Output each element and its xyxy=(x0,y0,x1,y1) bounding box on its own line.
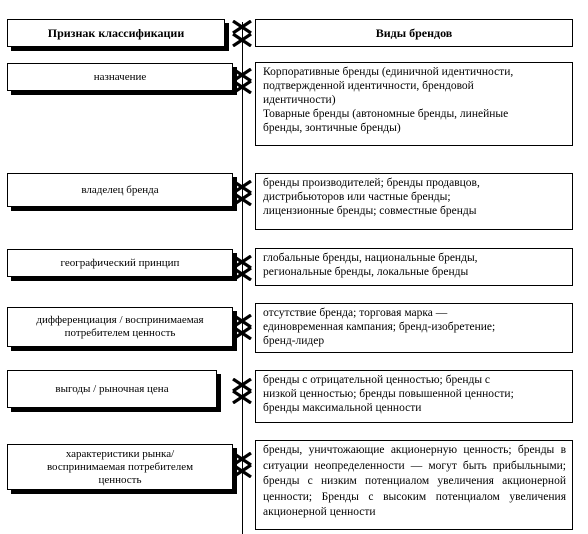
types-line: единовременная кампания; бренд-изобретение; xyxy=(263,321,496,333)
criterion-label: назначение xyxy=(93,70,147,83)
cross-connector-icon xyxy=(231,80,253,94)
types-line: бренд-лидер xyxy=(263,335,325,347)
cross-connector-icon xyxy=(231,192,253,206)
criterion-box-geography xyxy=(7,249,233,277)
types-line: глобальные бренды, национальные бренды, xyxy=(263,252,478,264)
criterion-box-market xyxy=(7,444,233,490)
types-line: бренды с отрицательной ценностью; бренды с xyxy=(263,374,491,386)
cross-connector-icon xyxy=(231,326,253,340)
criterion-label: владелец бренда xyxy=(81,183,159,196)
types-box-geography xyxy=(255,248,573,286)
types-line: Корпоративные бренды (единичной идентичности, xyxy=(263,66,514,78)
types-line: идентичности) xyxy=(263,94,336,106)
cross-connector-icon xyxy=(231,20,253,34)
types-line: бренды, зонтичные бренды) xyxy=(263,122,401,134)
criterion-label: характеристики рынка/ воспринимаемая потребителем ценность xyxy=(46,447,194,486)
types-line: Товарные бренды (автономные бренды, линейные xyxy=(263,108,509,120)
header-criterion-box xyxy=(7,19,225,47)
cross-connector-icon xyxy=(231,464,253,478)
types-box-market xyxy=(255,440,573,530)
types-line: бренды производителей; бренды продавцов, xyxy=(263,177,480,189)
criterion-box-differentiation xyxy=(7,307,233,347)
criterion-box-purpose xyxy=(7,63,233,91)
types-paragraph: бренды, уничтожающие акционерную ценность; бренды в ситуации неопределенности — могут быть прибыльными; бренды с низким потенциалом увеличения акционерной ценности; Бренды с высоким потенциалом увеличения акционерной ценности xyxy=(263,444,566,518)
types-line: бренды максимальной ценности xyxy=(263,402,422,414)
types-line: отсутствие бренда; торговая марка — xyxy=(263,307,448,319)
header-types-label: Виды брендов xyxy=(375,25,453,40)
types-line: дистрибьюторов или частные бренды; xyxy=(263,191,451,203)
types-box-owner xyxy=(255,173,573,230)
header-types-box xyxy=(255,19,573,47)
cross-connector-icon xyxy=(231,33,253,47)
types-line: низкой ценностью; бренды повышенной ценности; xyxy=(263,388,514,400)
types-line: подтвержденной идентичности, брендовой xyxy=(263,80,474,92)
cross-connector-icon xyxy=(231,267,253,281)
header-criterion-label: Признак классификации xyxy=(47,25,185,40)
cross-connector-icon xyxy=(231,390,253,404)
types-box-purpose xyxy=(255,62,573,146)
types-box-benefits xyxy=(255,370,573,423)
criterion-box-owner xyxy=(7,173,233,207)
criterion-box-benefits xyxy=(7,370,217,408)
types-box-differentiation xyxy=(255,303,573,353)
types-line: региональные бренды, локальные бренды xyxy=(263,266,469,278)
criterion-label: дифференциация / воспринимаемая потребителем ценность xyxy=(36,314,204,339)
criterion-label: выгоды / рыночная цена xyxy=(55,382,169,395)
types-line: лицензионные бренды; совместные бренды xyxy=(263,205,477,217)
criterion-label: географический принцип xyxy=(60,256,180,269)
